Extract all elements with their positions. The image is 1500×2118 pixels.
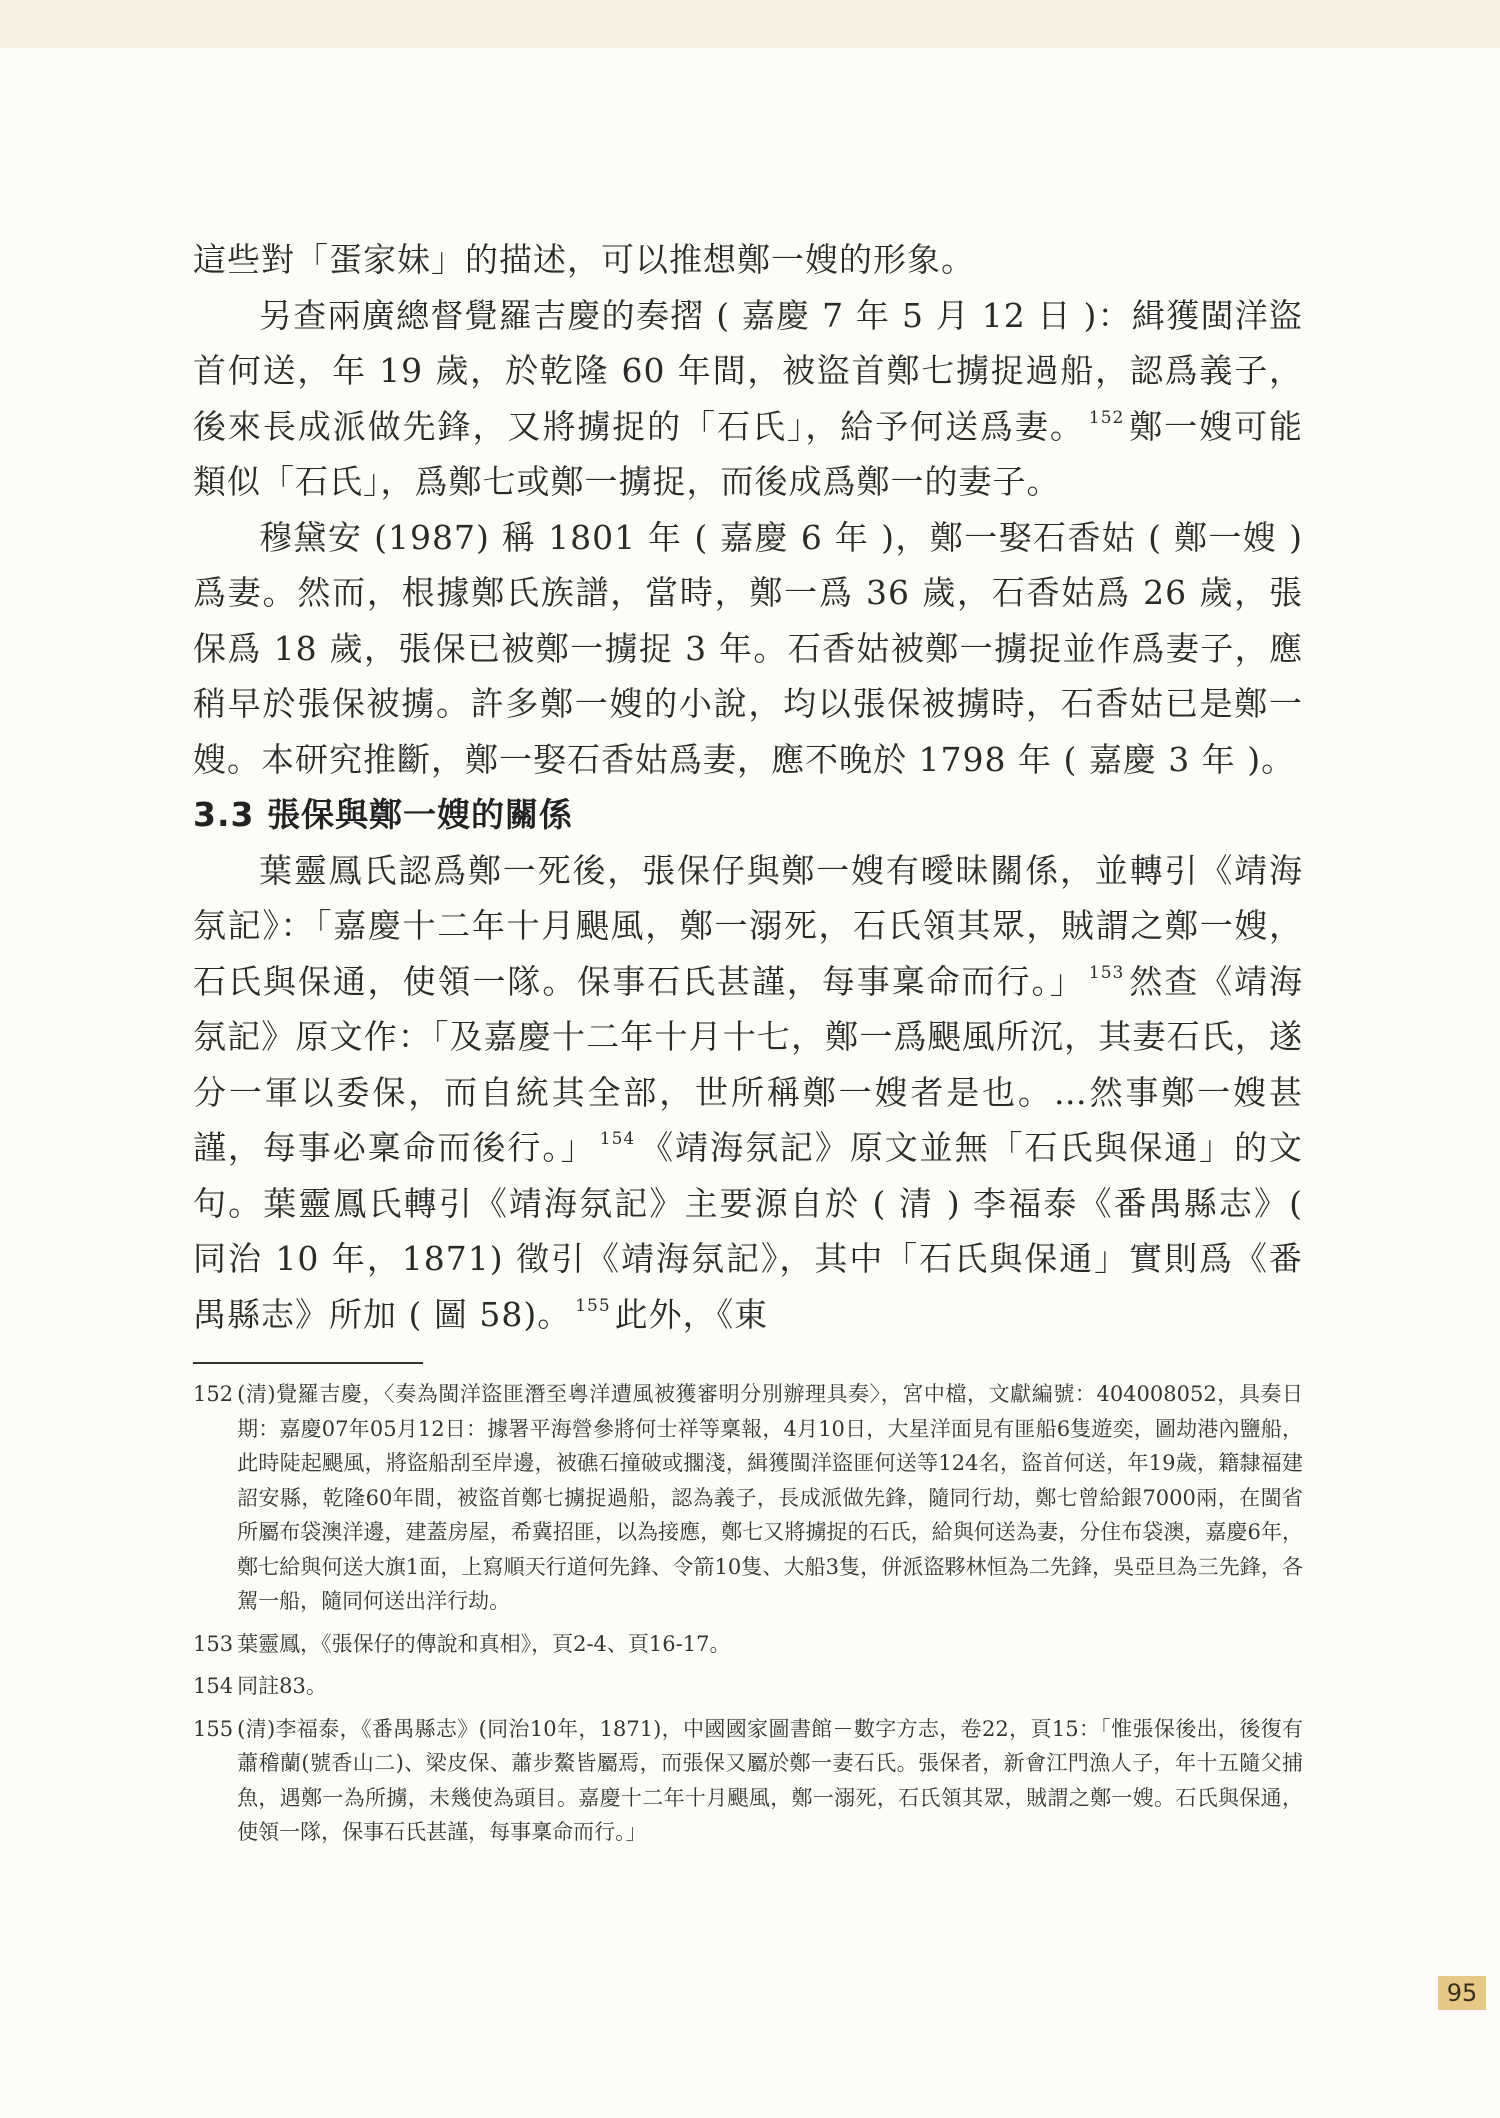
paragraph-4 <box>193 843 1303 1343</box>
footnote-153 <box>193 1627 1303 1662</box>
footnote-text: 葉靈鳳，《張保仔的傳說和真相》，頁2-4、頁16-17。 <box>237 1631 731 1656</box>
footnote-154 <box>193 1669 1303 1704</box>
paragraph-4-text-a: 葉靈鳳氏認爲鄭一死後，張保仔與鄭一嫂有曖昧關係，並轉引《靖海氛記》：「嘉慶十二年十月颶風，鄭一溺死，石氏領其眾，賊謂之鄭一嫂，石氏與保通，使領一隊。保事石氏甚謹，每事稟命而行。」 <box>193 850 1303 1001</box>
footnotes <box>193 1377 1303 1858</box>
paragraph-2-text-a: 另查兩廣總督覺羅吉慶的奏摺 ( 嘉慶 7 年 5 月 12 日 )：緝獲閩洋盜首何送，年 19 歲，於乾隆 60 年間，被盜首鄭七擄捉過船，認爲義子，後來長成派做先鋒，又將擄捉的「石氏」，給予何送爲妻。 <box>193 295 1303 446</box>
top-band <box>0 0 1500 48</box>
page-number: 95 <box>1438 1976 1486 2010</box>
footnote-number: 154 <box>193 1674 234 1698</box>
footnote-text: 同註83。 <box>237 1674 327 1698</box>
footnote-text: (清)李福泰，《番禺縣志》(同治10年，1871)，中國國家圖書館－數字方志，卷22，頁15：「惟張保後出，後復有蕭稽蘭(號香山二)、梁皮保、蕭步鰲皆屬焉，而張保又屬於鄭一妻石氏。張保者，新會江門漁人子，年十五隨父捕魚，遇鄭一為所擄，未幾使為頭目。嘉慶十二年十月颶風，鄭一溺死，石氏領其眾，賊謂之鄭一嫂。石氏與保通，使領一隊，保事石氏甚謹，每事稟命而行。」 <box>237 1716 1303 1844</box>
footnote-ref-155[interactable]: 155 <box>575 1295 611 1316</box>
footnote-number: 155 <box>193 1716 234 1741</box>
paragraph-4-text-c: 《靖海氛記》原文並無「石氏與保通」的文句。葉靈鳳氏轉引《靖海氛記》主要源自於 ( 清 ) 李福泰《番禺縣志》( 同治 10 年，1871) 徵引《靖海氛記》，其中「石氏與保通」實則爲《番禺縣志》所加 ( 圖 58)。 <box>193 1128 1304 1334</box>
footnote-text: (清)覺羅吉慶，〈奏為閩洋盜匪潛至粵洋遭風被獲審明分別辦理具奏〉，宮中檔，文獻編號：404008052，具奏日期：嘉慶07年05月12日：據署平海營參將何士祥等稟報，4月10日，大星洋面見有匪船6隻遊奕，圖劫港內鹽船，此時陡起颶風，將盜船刮至岸邊，被礁石撞破或擱淺，緝獲閩洋盜匪何送等124名，盜首何送，年19歲，籍隸福建詔安縣，乾隆60年間，被盜首鄭七擄捉過船，認為義子，長成派做先鋒，隨同行劫，鄭七曾給銀7000兩，在閩省所屬布袋澳洋邊，建蓋房屋，希冀招匪，以為接應，鄭七又將擄捉的石氏，給與何送為妻，分住布袋澳，嘉慶6年，鄭七給與何送大旗1面，上寫順天行道何先鋒、令箭10隻、大船3隻，併派盜夥林恒為二先鋒，吳亞旦為三先鋒，各駕一船，隨同何送出洋行劫。 <box>237 1382 1303 1613</box>
paragraph-1: 這些對「蛋家妹」的描述，可以推想鄭一嫂的形象。 <box>193 240 975 279</box>
paragraph-4-text-b: 然查《靖海氛記》原文作：「及嘉慶十二年十月十七，鄭一爲颶風所沉，其妻石氏，遂分一軍以委保，而自統其全部，世所稱鄭一嫂者是也。…然事鄭一嫂甚謹，每事必稟命而後行。」 <box>193 961 1304 1167</box>
main-text <box>193 232 1303 1342</box>
section-heading: 3.3 張保與鄭一嫂的關係 <box>193 795 573 834</box>
footnote-ref-153[interactable]: 153 <box>1088 962 1125 983</box>
footnote-ref-152[interactable]: 152 <box>1088 407 1125 428</box>
footnote-155 <box>193 1712 1303 1850</box>
paragraph-4-text-d: 此外，《東 <box>614 1294 769 1334</box>
footnote-number: 153 <box>193 1631 234 1656</box>
footnote-divider <box>193 1362 423 1364</box>
footnote-ref-154[interactable]: 154 <box>599 1129 636 1149</box>
paragraph-2-text-b: 鄭一嫂可能類似「石氏」，爲鄭七或鄭一擄捉，而後成爲鄭一的妻子。 <box>193 406 1304 501</box>
paragraph-2 <box>193 288 1303 510</box>
footnote-152 <box>193 1377 1303 1619</box>
paragraph-3: 穆黛安 (1987) 稱 1801 年 ( 嘉慶 6 年 )，鄭一娶石香姑 ( 鄭一嫂 ) 爲妻。然而，根據鄭氏族譜，當時，鄭一爲 36 歲，石香姑爲 26 歲，張保爲 18 歲，張保已被鄭一擄捉 3 年。石香姑被鄭一擄捉並作爲妻子，應稍早於張保被擄。許多鄭一嫂的小說，均以張保被擄時，石香姑已是鄭一嫂。本研究推斷，鄭一娶石香姑爲妻，應不晚於 1798 年 ( 嘉慶 3 年 )。 <box>193 517 1303 779</box>
footnote-number: 152 <box>193 1382 234 1406</box>
